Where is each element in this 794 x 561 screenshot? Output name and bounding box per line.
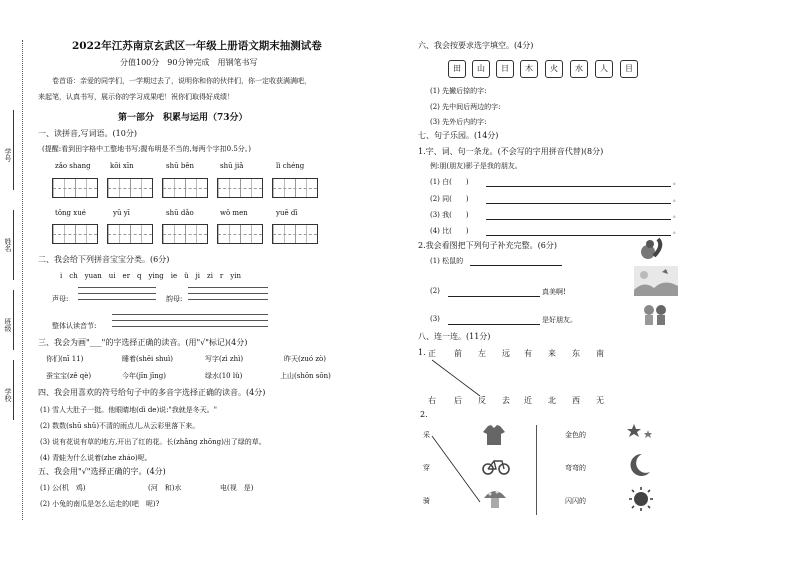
- answer-line[interactable]: [188, 287, 268, 288]
- answer-line[interactable]: [112, 326, 268, 327]
- pinyin: lì chéng: [276, 162, 305, 170]
- q8-bottom-word[interactable]: 右: [428, 396, 436, 405]
- period: 。: [673, 195, 680, 203]
- tianzige-box[interactable]: [107, 178, 153, 198]
- pinyin: tǒng xué: [55, 209, 86, 217]
- q7-sub1: 1.字、词、句一条龙。(不会写的字用拼音代替)(8分): [418, 147, 604, 156]
- q2-letters: i ch yuan ui er q ying ie ü ji zi r yin: [60, 272, 241, 280]
- q8-top-word[interactable]: 远: [502, 349, 510, 358]
- q7-row-label: (4) 比( ): [430, 227, 469, 235]
- pinyin: zǎo shang: [55, 162, 91, 170]
- answer-line[interactable]: [448, 324, 540, 325]
- q8-sub1: 1.: [418, 348, 426, 357]
- q3-item[interactable]: 睡着(shēi shuì): [122, 355, 174, 363]
- q7-example: 例:朋(朋友)影子是我的朋友。: [430, 162, 522, 170]
- char-box[interactable]: 火: [545, 60, 563, 78]
- answer-line[interactable]: [112, 320, 268, 321]
- q8-bottom-word[interactable]: 西: [572, 396, 580, 405]
- q3-item[interactable]: 绿水(10 lü): [205, 372, 243, 380]
- period: 。: [673, 178, 680, 186]
- cut-line: [22, 40, 23, 520]
- char-box[interactable]: 木: [520, 60, 538, 78]
- answer-line[interactable]: [448, 296, 540, 297]
- char-box[interactable]: 山: [472, 60, 490, 78]
- q7-row-label: (3) 我( ): [430, 211, 469, 219]
- q8-right-word[interactable]: 弯弯的: [565, 464, 586, 472]
- pinyin: kōi xīn: [110, 162, 134, 170]
- pinyin: yuē dī: [276, 209, 298, 217]
- jacket-picture: [482, 424, 506, 446]
- answer-line[interactable]: [470, 265, 562, 266]
- q3-item[interactable]: 你们(nī 11): [46, 355, 84, 363]
- q7-s3: (3): [430, 315, 440, 323]
- period: 。: [673, 211, 680, 219]
- answer-line[interactable]: [486, 186, 671, 187]
- margin-label-name: 姓名: [4, 238, 12, 252]
- q4-title: 四、我会用喜欢的符号给句子中的多音字选择正确的读音。(4分): [38, 388, 266, 397]
- q5-choice[interactable]: (2) 小兔的南瓜是怎么运走的(吧 呢)?: [40, 500, 160, 508]
- q8-top-word[interactable]: 东: [572, 349, 580, 358]
- q5-choice[interactable]: 电(视 是): [220, 484, 254, 492]
- char-box[interactable]: 水: [570, 60, 588, 78]
- q6-title: 六、我会按要求选字填空。(4分): [418, 41, 534, 50]
- q4-item[interactable]: (2) 数数(shū shǔ)不清的雨点儿,从云彩里落下来。: [40, 422, 200, 430]
- answer-line[interactable]: [78, 293, 156, 294]
- q2-shengmu-label: 声母:: [52, 295, 69, 303]
- period: 。: [673, 227, 680, 235]
- match-line: [430, 430, 485, 510]
- mushroom-picture: [482, 486, 508, 510]
- q8-bottom-word[interactable]: 近: [524, 396, 532, 405]
- char-box[interactable]: 人: [595, 60, 613, 78]
- q8-top-word[interactable]: 左: [478, 349, 486, 358]
- sun-picture: [628, 486, 654, 512]
- q8-top-word[interactable]: 来: [548, 349, 556, 358]
- q8-bottom-word[interactable]: 北: [548, 396, 556, 405]
- q8-left-word[interactable]: 骑: [423, 497, 430, 505]
- q5-choice[interactable]: (1) 公(机 鸡): [40, 484, 86, 492]
- margin-fill-line[interactable]: [13, 110, 14, 190]
- q3-item[interactable]: 写字(zì zhì): [205, 355, 244, 363]
- margin-fill-line[interactable]: [13, 290, 14, 350]
- q8-right-word[interactable]: 金色的: [565, 431, 586, 439]
- bicycle-picture: [482, 456, 510, 476]
- q8-left-word[interactable]: 采: [423, 431, 430, 439]
- q7-s2-end: 真美啊!: [542, 288, 566, 296]
- q8-title: 八、连一连。(11分): [418, 332, 491, 341]
- q6-item: (3) 先外后内的字:: [430, 118, 487, 126]
- exam-title: 2022年江苏南京玄武区一年级上册语文期末抽测试卷: [72, 40, 322, 52]
- q6-item: (2) 先中间后两边的字:: [430, 103, 501, 111]
- answer-line[interactable]: [188, 293, 268, 294]
- answer-line[interactable]: [78, 299, 156, 300]
- part-one-heading: 第一部分 积累与运用（73分）: [118, 113, 248, 123]
- answer-line[interactable]: [78, 287, 156, 288]
- tianzige-box[interactable]: [162, 178, 208, 198]
- q4-item[interactable]: (3) 说有花说有草的地方,开出了红的花。长(zhǎng zhōng)出了绿的草。: [40, 438, 266, 446]
- exam-info: 分值100分 90分钟完成 用钢笔书写: [120, 58, 258, 67]
- landscape-picture: [634, 266, 678, 296]
- q3-title: 三、我会为画"___"的字选择正确的读音。(用"√"标记)(4分): [38, 338, 248, 347]
- moon-picture: [626, 452, 652, 478]
- margin-label-id: 学号: [4, 148, 12, 162]
- q7-sub2: 2.我会看图把下列句子补充完整。(6分): [418, 241, 557, 250]
- tianzige-box[interactable]: [52, 178, 98, 198]
- answer-line[interactable]: [188, 299, 268, 300]
- margin-fill-line[interactable]: [13, 210, 14, 280]
- pinyin: shū běn: [166, 162, 194, 170]
- q5-title: 五、我会用"√"选择正确的字。(4分): [38, 467, 166, 476]
- pinyin: shū dǎo: [166, 209, 194, 217]
- q8-right-word[interactable]: 闪闪的: [565, 497, 586, 505]
- match-divider: [536, 425, 537, 515]
- q6-item: (1) 先撇后捺的字:: [430, 87, 487, 95]
- pinyin: wǒ men: [220, 209, 248, 217]
- friends-picture: [640, 300, 670, 328]
- q3-item[interactable]: 今年(jīn jīng): [122, 372, 167, 380]
- q8-top-word[interactable]: 有: [524, 349, 532, 358]
- q8-top-word[interactable]: 前: [454, 349, 462, 358]
- tianzige-box[interactable]: [217, 178, 263, 198]
- q1-title: 一、读拼音,写词语。(10分): [38, 129, 137, 138]
- tianzige-box[interactable]: [52, 224, 98, 244]
- exam-note-line2: 来起笔，认真书写，展示你的学习成果吧！祝你们取得好成绩！: [38, 93, 234, 101]
- squirrel-picture: [636, 236, 666, 264]
- q2-zhengti-label: 整体认读音节:: [52, 322, 97, 330]
- q7-s3-end: 是好朋友。: [542, 316, 577, 324]
- pinyin: shū jiǎ: [220, 162, 244, 170]
- q7-row-label: (1) 白( ): [430, 178, 469, 186]
- q8-bottom-word[interactable]: 无: [596, 396, 604, 405]
- q3-item[interactable]: 蚕宝宝(zě qè): [46, 372, 92, 380]
- q7-s1: (1) 松鼠的: [430, 257, 464, 265]
- q8-bottom-word[interactable]: 反: [478, 396, 486, 405]
- q3-item[interactable]: 昨天(zuó zò): [284, 355, 326, 363]
- char-box[interactable]: 田: [448, 60, 466, 78]
- q7-title: 七、句子乐园。(14分): [418, 131, 499, 140]
- tianzige-box[interactable]: [162, 224, 208, 244]
- q8-sub2: 2.: [420, 410, 428, 419]
- answer-line[interactable]: [486, 219, 671, 220]
- pinyin: yū yī: [113, 209, 130, 217]
- answer-line[interactable]: [112, 314, 268, 315]
- tianzige-box[interactable]: [272, 224, 318, 244]
- q8-bottom-word[interactable]: 后: [454, 396, 462, 405]
- margin-label-school: 学校: [4, 388, 12, 402]
- q3-item[interactable]: 上山(shōn sōn): [280, 372, 331, 380]
- tianzige-box[interactable]: [107, 224, 153, 244]
- q7-row-label: (2) 同( ): [430, 195, 469, 203]
- q8-top-word[interactable]: 正: [428, 349, 436, 358]
- exam-note-line1: 卷首语：亲爱的同学们，一学期过去了，说明你和你的伙伴们，你一定收获满满吧，: [52, 77, 311, 85]
- q4-item[interactable]: (1) 雪人大肚子一挺。他眼睛地(dì de)说:"我就是冬天。": [40, 406, 217, 414]
- stars-picture: [626, 422, 656, 446]
- q8-top-word[interactable]: 南: [596, 349, 604, 358]
- char-box[interactable]: 目: [620, 60, 638, 78]
- answer-line[interactable]: [486, 203, 671, 204]
- q8-bottom-word[interactable]: 去: [502, 396, 510, 405]
- q4-item[interactable]: (4) 青蛙为什么说着(zhe zháo)呢。: [40, 454, 152, 462]
- char-box[interactable]: 日: [496, 60, 514, 78]
- match-line: [428, 358, 488, 398]
- q2-yunmu-label: 韵母:: [166, 295, 183, 303]
- q8-left-word[interactable]: 穿: [423, 464, 430, 472]
- margin-fill-line[interactable]: [13, 360, 14, 420]
- tianzige-box[interactable]: [217, 224, 263, 244]
- q2-title: 二、我会给下列拼音宝宝分类。(6分): [38, 255, 170, 264]
- tianzige-box[interactable]: [272, 178, 318, 198]
- q7-s2: (2): [430, 287, 440, 295]
- margin-label-class: 班级: [4, 318, 12, 332]
- q1-hint: (提醒:看到田字格中工整地书写;握布明是不当的,每两个字扣0.5分。): [42, 145, 252, 153]
- q5-choice[interactable]: (河 和)水: [148, 484, 182, 492]
